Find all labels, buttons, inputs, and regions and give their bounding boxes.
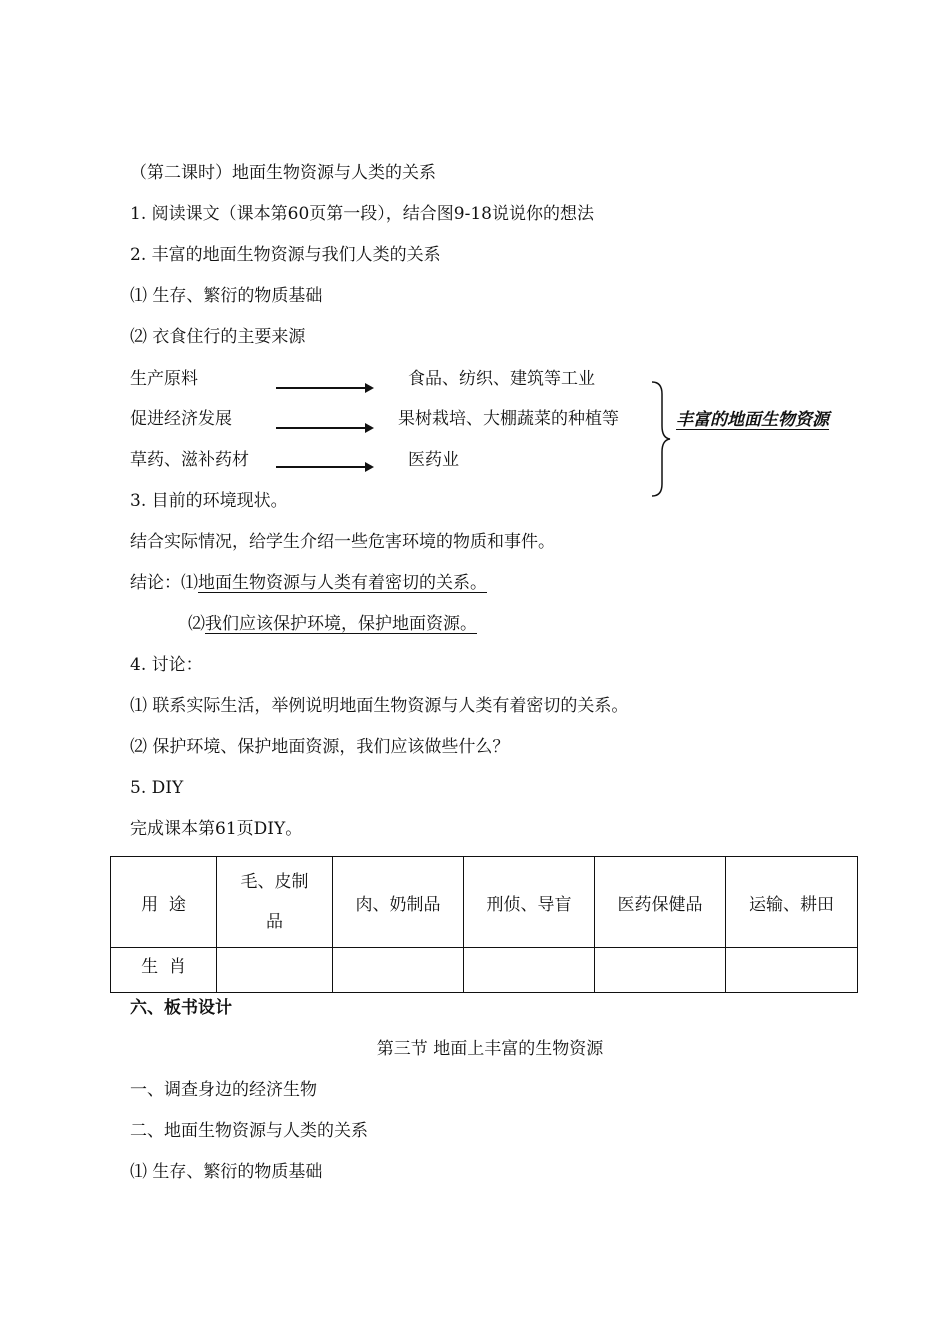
table-header-label: 用 途 — [111, 857, 217, 948]
item-3-text: 结合实际情况，给学生介绍一些危害环境的物质和事件。 — [130, 532, 555, 552]
table-cell[interactable] — [726, 948, 858, 993]
conclusion-2 — [188, 612, 477, 636]
table-col-5: 运输、耕田 — [726, 857, 858, 948]
table-col-1 — [217, 857, 333, 948]
diagram-left-1: 生产原料 — [130, 369, 198, 389]
item-2-sub-2: ⑵ 衣食住行的主要来源 — [130, 327, 306, 347]
table-row-label: 生 肖 — [111, 948, 217, 993]
diagram-right-2: 果树栽培、大棚蔬菜的种植等 — [398, 409, 619, 429]
table-col-3: 刑侦、导盲 — [464, 857, 595, 948]
item-4: 4. 讨论： — [130, 655, 203, 675]
item-4-sub-2: ⑵ 保护环境、保护地面资源，我们应该做些什么？ — [130, 737, 510, 757]
item-2: 2. 丰富的地面生物资源与我们人类的关系 — [130, 245, 441, 265]
diagram-right-3: 医药业 — [408, 450, 459, 470]
conclusion-2-prefix: ⑵ — [188, 614, 205, 634]
table-cell[interactable] — [333, 948, 464, 993]
board-title: 第三节 地面上丰富的生物资源 — [376, 1039, 604, 1059]
table-row — [111, 948, 858, 993]
diagram-left-3: 草药、滋补药材 — [130, 450, 249, 470]
conclusion-1 — [130, 571, 487, 595]
table-col-2: 肉、奶制品 — [333, 857, 464, 948]
item-5: 5. DIY — [130, 778, 184, 798]
item-3: 3. 目前的环境现状。 — [130, 491, 288, 511]
board-line-2: 二、地面生物资源与人类的关系 — [130, 1121, 368, 1141]
table-cell[interactable] — [464, 948, 595, 993]
item-1: 1. 阅读课文（课本第60页第一段），结合图9-18说说你的想法 — [130, 204, 594, 224]
conclusion-1-text: 地面生物资源与人类有着密切的关系。 — [198, 573, 487, 593]
conclusion-2-text: 我们应该保护环境，保护地面资源。 — [205, 614, 477, 634]
arrow-1 — [276, 387, 372, 389]
table-col-1-label: 毛、皮制品 — [240, 872, 309, 932]
item-5-text: 完成课本第61页DIY。 — [130, 819, 303, 839]
arrow-3 — [276, 466, 372, 468]
table-cell[interactable] — [595, 948, 726, 993]
item-2-sub-1: ⑴ 生存、繁衍的物质基础 — [130, 286, 323, 306]
table-cell[interactable] — [217, 948, 333, 993]
board-line-1: 一、调查身边的经济生物 — [130, 1080, 317, 1100]
lesson-heading: （第二课时）地面生物资源与人类的关系 — [130, 163, 436, 183]
board-line-3: ⑴ 生存、繁衍的物质基础 — [130, 1162, 323, 1182]
diagram-right-1: 食品、纺织、建筑等工业 — [408, 369, 595, 389]
brace-label: 丰富的地面生物资源 — [676, 410, 829, 430]
usage-table — [110, 856, 858, 993]
diagram-left-2: 促进经济发展 — [130, 409, 232, 429]
right-brace-icon — [648, 380, 674, 498]
arrow-2 — [276, 427, 372, 429]
table-row — [111, 857, 858, 948]
conclusion-prefix: 结论：⑴ — [130, 573, 198, 593]
item-4-sub-1: ⑴ 联系实际生活，举例说明地面生物资源与人类有着密切的关系。 — [130, 696, 629, 716]
board-section-title: 六、板书设计 — [130, 998, 232, 1018]
table-col-4: 医药保健品 — [595, 857, 726, 948]
